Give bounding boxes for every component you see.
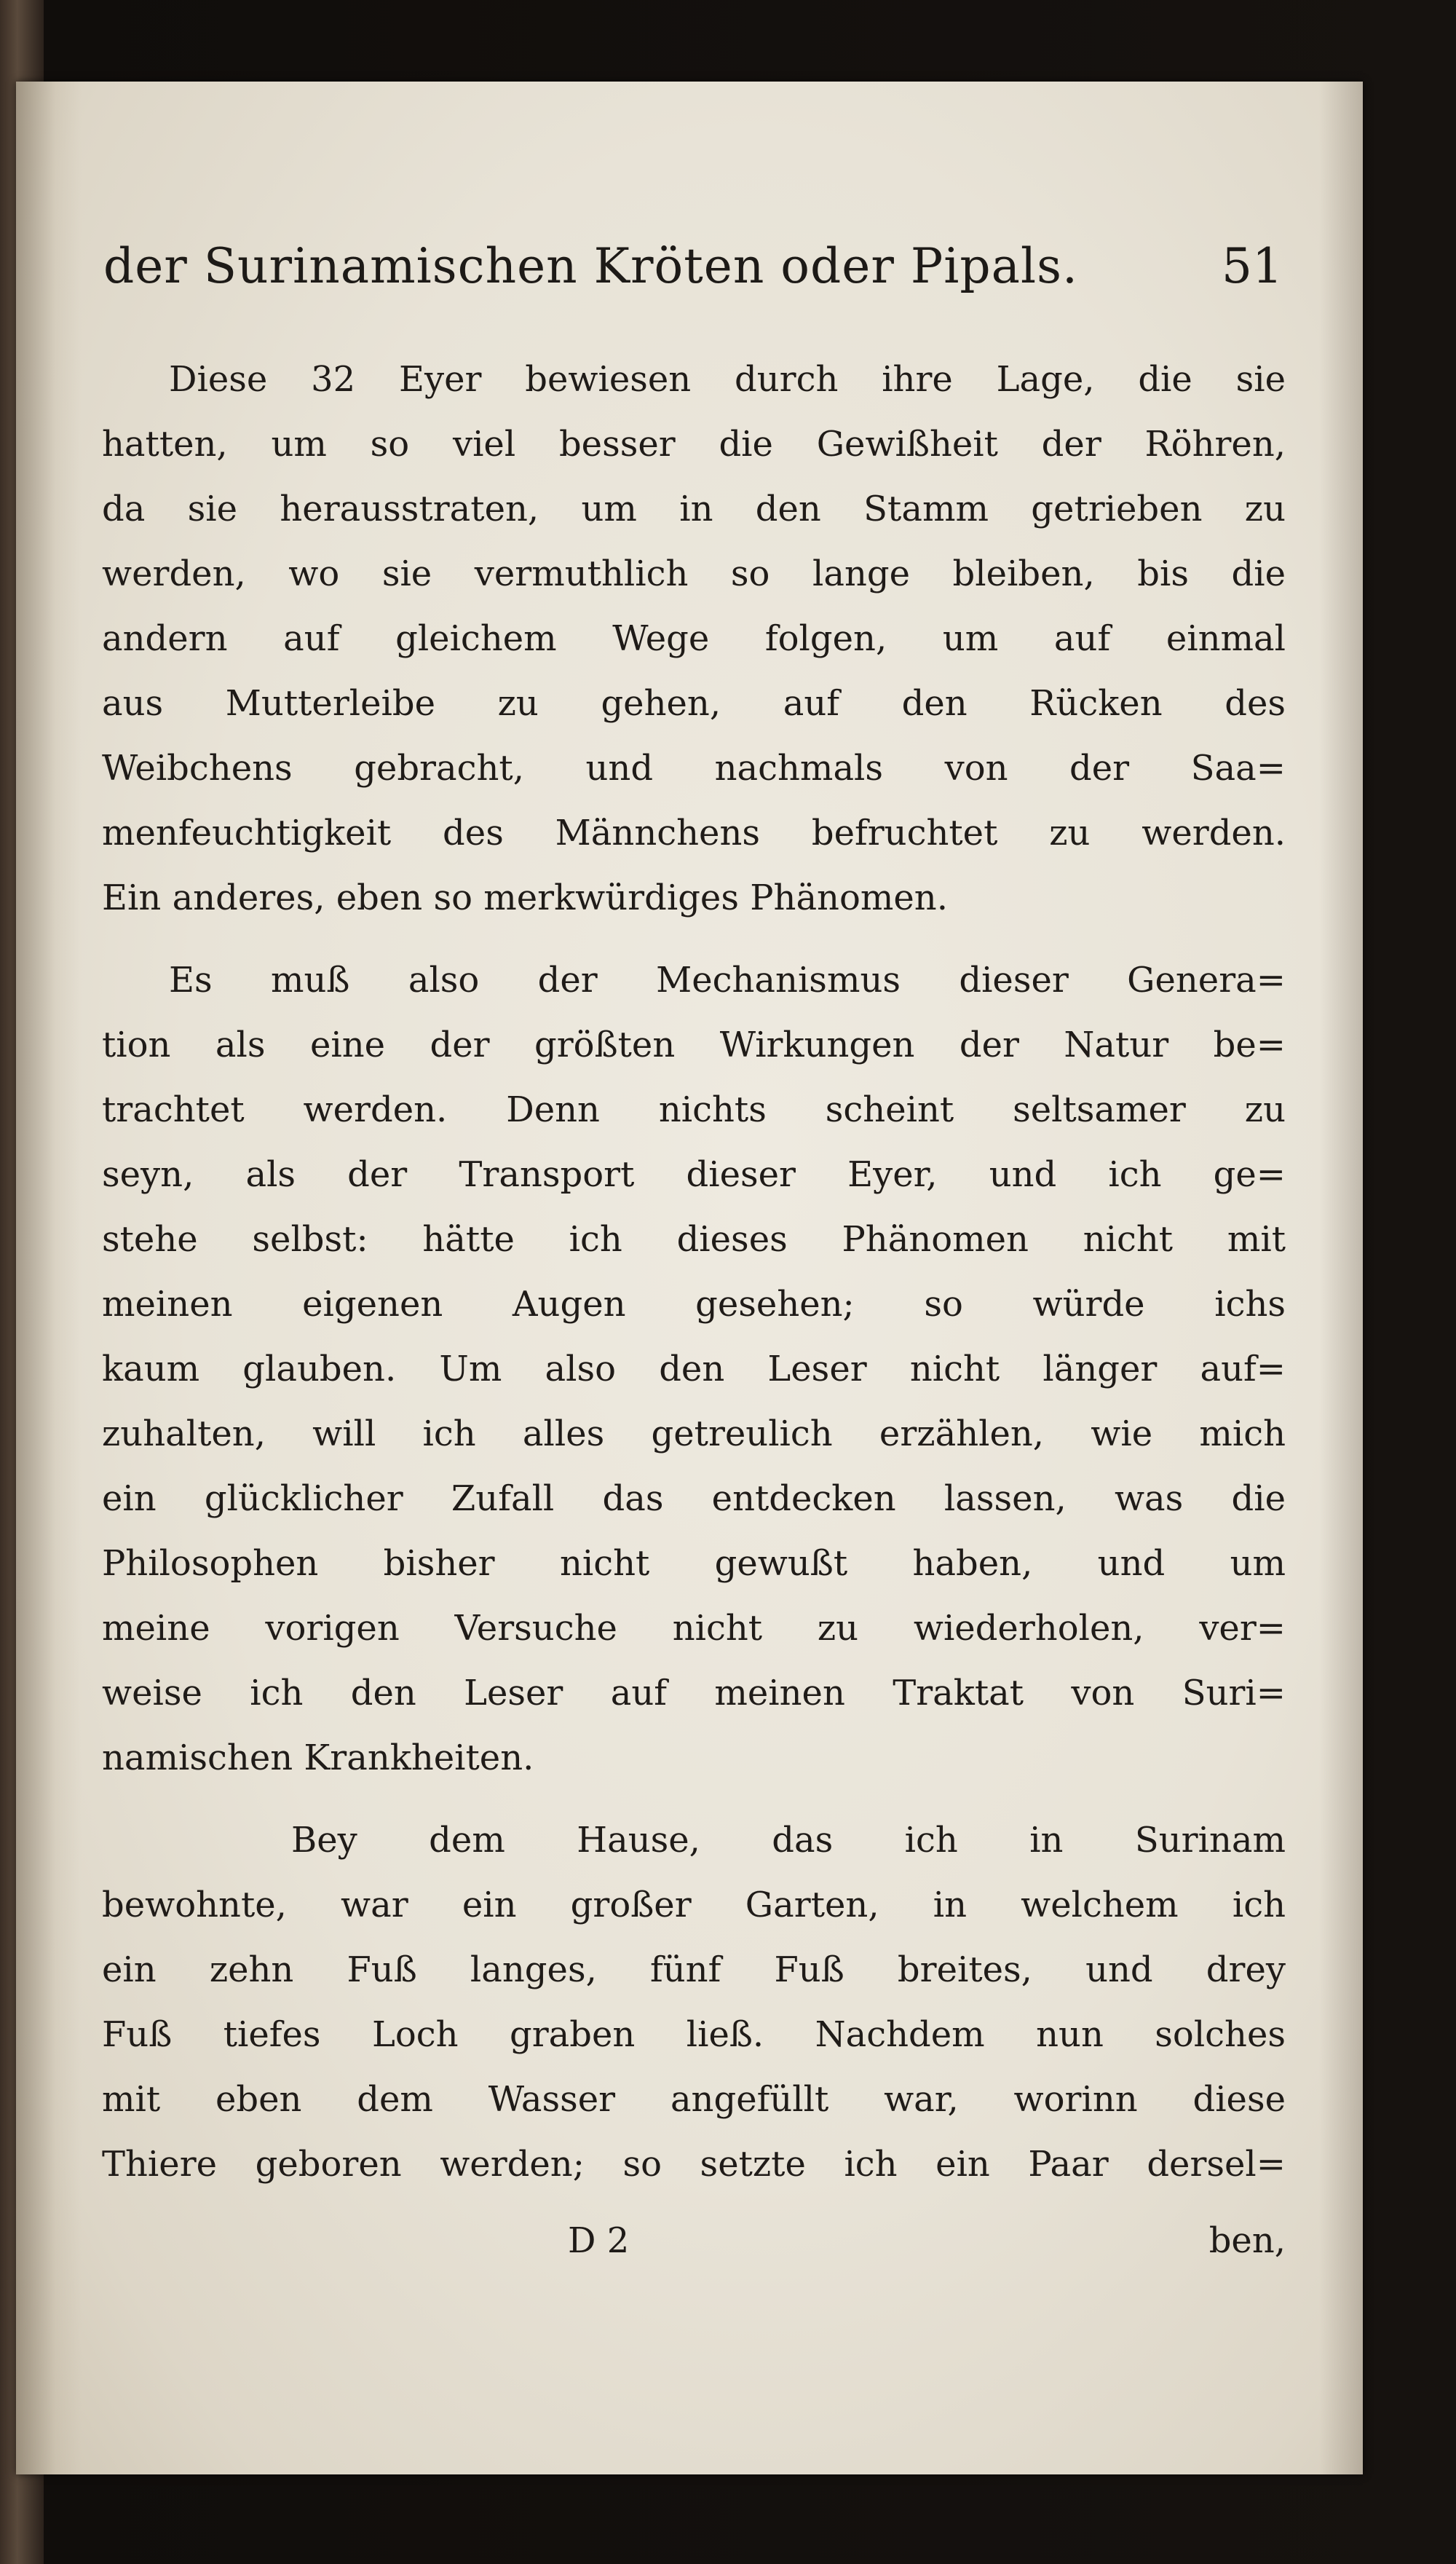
page-sheet bbox=[16, 82, 1363, 2474]
text-line: kaum glauben. Um also den Leser nicht länger auf= bbox=[102, 1349, 1286, 1389]
text-line: tion als eine der größten Wirkungen der Natur be= bbox=[102, 1025, 1286, 1065]
text-line: aus Mutterleibe zu gehen, auf den Rücken des bbox=[102, 683, 1286, 724]
text-line: werden, wo sie vermuthlich so lange bleiben, bis die bbox=[102, 553, 1286, 594]
text-line: Ein anderes, eben so merkwürdiges Phänomen. bbox=[102, 877, 948, 918]
page-number: 51 bbox=[1222, 238, 1283, 294]
paragraph bbox=[102, 347, 1286, 931]
text-line: bewohnte, war ein großer Garten, in welchem ich bbox=[102, 1885, 1286, 1925]
page-header bbox=[103, 238, 1283, 318]
text-line: trachtet werden. Denn nichts scheint seltsamer zu bbox=[102, 1089, 1286, 1130]
text-line: weise ich den Leser auf meinen Traktat von Suri= bbox=[102, 1673, 1286, 1713]
text-line: seyn, als der Transport dieser Eyer, und ich ge= bbox=[102, 1154, 1286, 1195]
text-line: zuhalten, will ich alles getreulich erzählen, wie mich bbox=[102, 1413, 1286, 1454]
text-line: da sie herausstraten, um in den Stamm getrieben zu bbox=[102, 489, 1286, 529]
body-text bbox=[102, 347, 1286, 2197]
text-line: ein glücklicher Zufall das entdecken lassen, was die bbox=[102, 1478, 1286, 1519]
text-line: Bey dem Hause, das ich in Surinam bbox=[291, 1820, 1286, 1861]
text-line: namischen Krankheiten. bbox=[102, 1737, 534, 1778]
text-line: Diese 32 Eyer bewiesen durch ihre Lage, die sie bbox=[169, 359, 1286, 400]
text-line: Fuß tiefes Loch graben ließ. Nachdem nun solches bbox=[102, 2014, 1286, 2055]
text-line: Es muß also der Mechanismus dieser Genera= bbox=[169, 960, 1286, 1001]
text-line: meinen eigenen Augen gesehen; so würde ichs bbox=[102, 1284, 1286, 1325]
text-line: andern auf gleichem Wege folgen, um auf einmal bbox=[102, 618, 1286, 659]
gutter-shadow bbox=[16, 82, 82, 2474]
text-line: Weibchens gebracht, und nachmals von der Saa= bbox=[102, 748, 1286, 789]
page-footer bbox=[102, 2208, 1286, 2273]
page-edge-shadow bbox=[1319, 82, 1363, 2474]
text-line: hatten, um so viel besser die Gewißheit der Röhren, bbox=[102, 424, 1286, 465]
text-line: ein zehn Fuß langes, fünf Fuß breites, und drey bbox=[102, 1949, 1286, 1990]
text-line: meine vorigen Versuche nicht zu wiederholen, ver= bbox=[102, 1608, 1286, 1649]
signature-mark: D 2 bbox=[568, 2220, 630, 2261]
text-line: Thiere geboren werden; so setzte ich ein Paar dersel= bbox=[102, 2144, 1286, 2185]
catchword: ben, bbox=[1208, 2220, 1286, 2261]
paragraph bbox=[102, 1808, 1286, 2197]
text-line: Philosophen bisher nicht gewußt haben, und um bbox=[102, 1543, 1286, 1584]
running-head: der Surinamischen Kröten oder Pipals. bbox=[103, 238, 1078, 294]
text-line: stehe selbst: hätte ich dieses Phänomen nicht mit bbox=[102, 1219, 1286, 1260]
text-line: mit eben dem Wasser angefüllt war, worinn diese bbox=[102, 2079, 1286, 2120]
paragraph bbox=[102, 948, 1286, 1791]
text-line: menfeuchtigkeit des Männchens befruchtet zu werden. bbox=[102, 813, 1286, 853]
